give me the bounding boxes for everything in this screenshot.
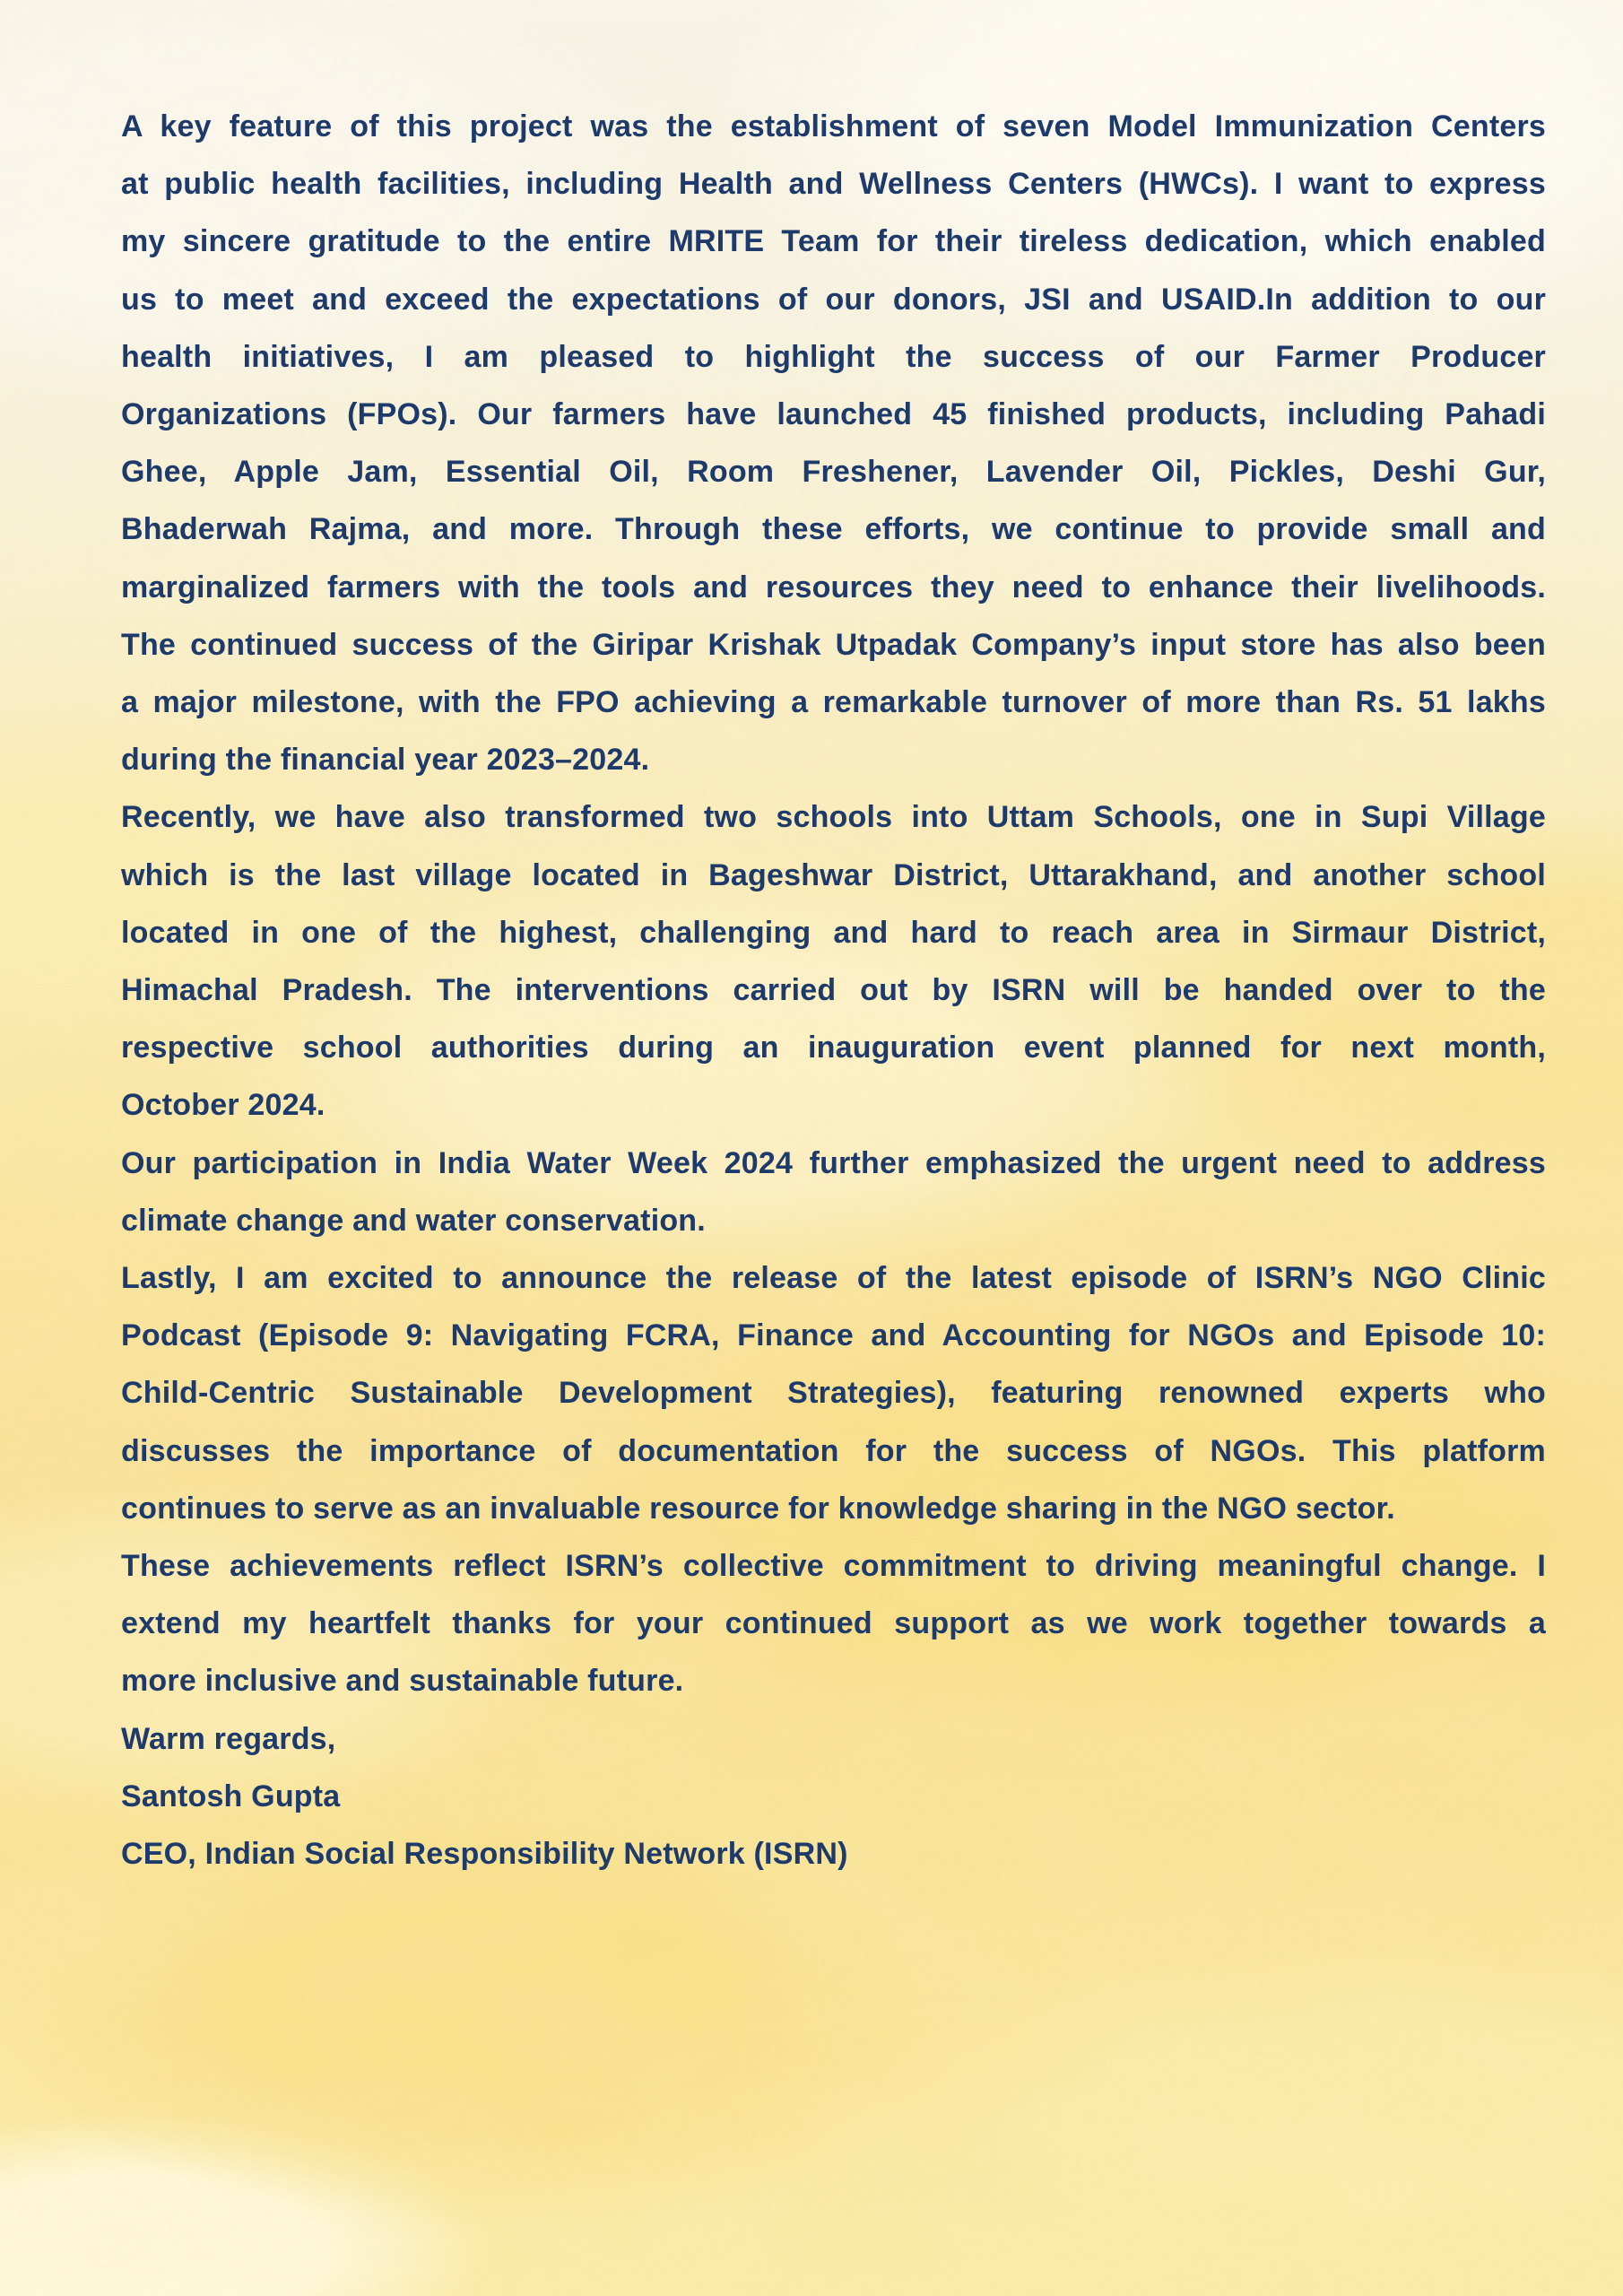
letter-line: Ghee, Apple Jam, Essential Oil, Room Freshener, Lavender Oil, Pickles, Deshi Gur, xyxy=(121,455,1546,490)
letter-line: us to meet and exceed the expectations of our donors, JSI and USAID.In addition to our xyxy=(121,282,1546,317)
letter-line: a major milestone, with the FPO achieving a remarkable turnover of more than Rs. 51 lakhs xyxy=(121,685,1546,720)
signoff-closing: Warm regards, xyxy=(121,1721,336,1756)
letter-line: continues to serve as an invaluable resource for knowledge sharing in the NGO sector. xyxy=(121,1491,1395,1526)
letter-line: climate change and water conservation. xyxy=(121,1203,706,1238)
letter-line: at public health facilities, including Health and Wellness Centers (HWCs). I want to express xyxy=(121,167,1546,202)
letter-line: Himachal Pradesh. The interventions carried out by ISRN will be handed over to the xyxy=(121,973,1546,1008)
letter-line: respective school authorities during an inauguration event planned for next month, xyxy=(121,1031,1546,1065)
letter-line: Our participation in India Water Week 2024 further emphasized the urgent need to address xyxy=(121,1145,1546,1180)
letter-line: during the financial year 2023–2024. xyxy=(121,743,650,778)
signature-block xyxy=(121,1710,1546,1883)
letter-line: October 2024. xyxy=(121,1088,325,1123)
letter-line: Child-Centric Sustainable Development Strategies), featuring renowned experts who xyxy=(121,1376,1546,1411)
paragraph-closing-thanks xyxy=(121,1537,1546,1710)
letter-line: my sincere gratitude to the entire MRITE Team for their tireless dedication, which enabled xyxy=(121,224,1546,259)
letter-line: extend my heartfelt thanks for your continued support as we work together towards a xyxy=(121,1606,1546,1641)
signoff-name: Santosh Gupta xyxy=(121,1779,341,1813)
letter-line: Bhaderwah Rajma, and more. Through these efforts, we continue to provide small and xyxy=(121,512,1546,547)
letter-line: which is the last village located in Bageshwar District, Uttarakhand, and another school xyxy=(121,857,1546,892)
letter-line: discusses the importance of documentation for the success of NGOs. This platform xyxy=(121,1433,1546,1468)
letter-line: These achievements reflect ISRN’s collective commitment to driving meaningful change. I xyxy=(121,1549,1546,1584)
letter-body xyxy=(121,98,1546,1883)
letter-line: Lastly, I am excited to announce the release of the latest episode of ISRN’s NGO Clinic xyxy=(121,1261,1546,1296)
signoff-title: CEO, Indian Social Responsibility Network (ISRN) xyxy=(121,1837,848,1872)
paragraph-india-water-week xyxy=(121,1135,1546,1249)
letter-line: A key feature of this project was the establishment of seven Model Immunization Centers xyxy=(121,109,1546,144)
letter-line: located in one of the highest, challenging and hard to reach area in Sirmaur District, xyxy=(121,915,1546,950)
letter-line: health initiatives, I am pleased to highlight the success of our Farmer Producer xyxy=(121,339,1546,374)
letter-line: Organizations (FPOs). Our farmers have launched 45 finished products, including Pahadi xyxy=(121,397,1546,432)
paragraph-ngo-clinic-podcast xyxy=(121,1249,1546,1537)
paragraph-health-and-fpo xyxy=(121,98,1546,788)
paragraph-uttam-schools xyxy=(121,788,1546,1134)
letter-line: Recently, we have also transformed two schools into Uttam Schools, one in Supi Village xyxy=(121,800,1546,835)
letter-line: Podcast (Episode 9: Navigating FCRA, Finance and Accounting for NGOs and Episode 10: xyxy=(121,1318,1546,1353)
letter-line: more inclusive and sustainable future. xyxy=(121,1664,684,1699)
letter-line: The continued success of the Giripar Krishak Utpadak Company’s input store has also been xyxy=(121,627,1546,662)
letter-line: marginalized farmers with the tools and resources they need to enhance their livelihoods. xyxy=(121,570,1546,604)
